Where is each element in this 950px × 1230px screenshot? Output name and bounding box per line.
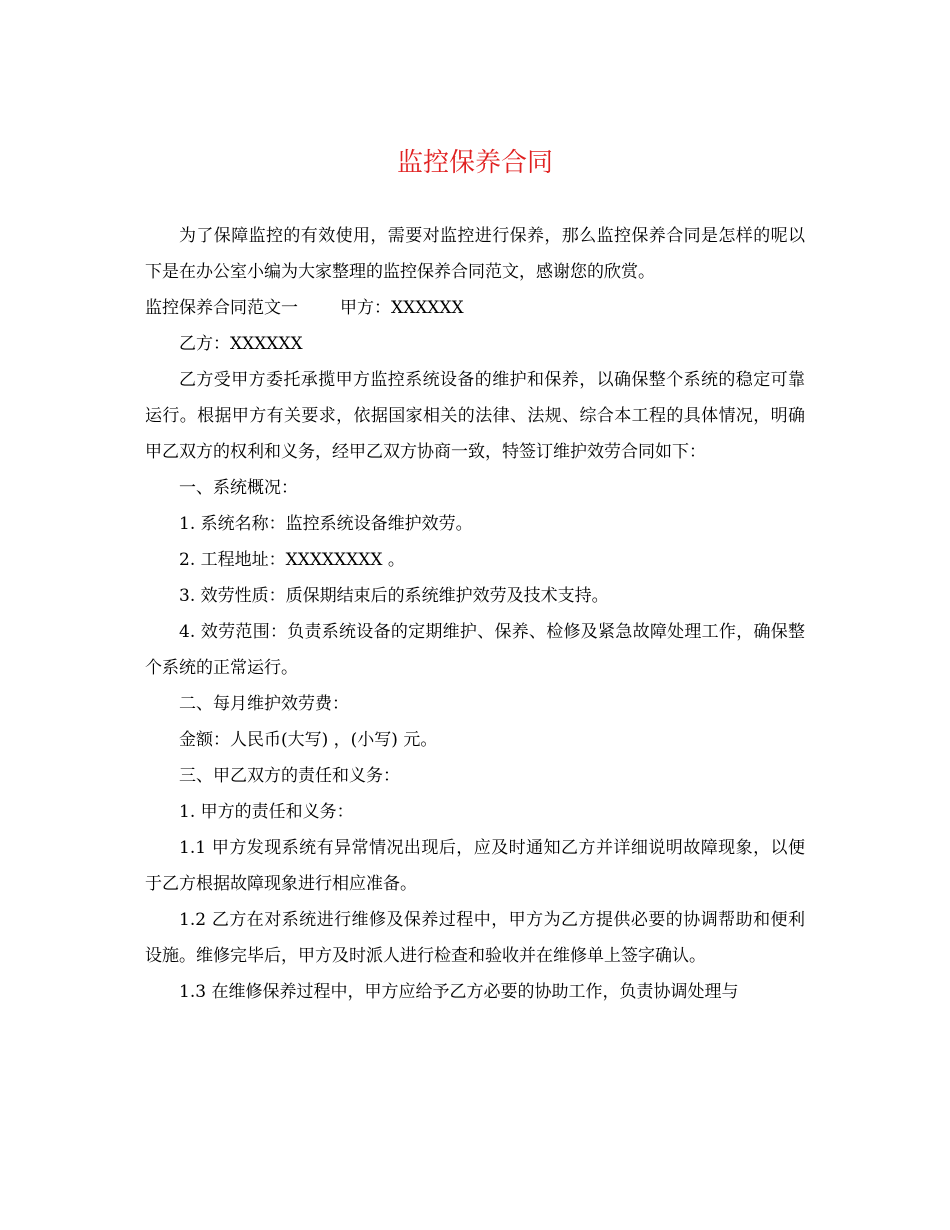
section-3-subheading-1: 1. 甲方的责任和义务： [179,802,354,822]
sample-heading: 监控保养合同范文一 [145,298,298,318]
section-3-heading: 三、甲乙双方的责任和义务： [179,766,400,786]
section-1-heading: 一、系统概况： [179,478,298,498]
section-2-heading: 二、每月维护效劳费： [179,694,349,714]
section-1-item-1: 1. 系统名称：监控系统设备维护效劳。 [179,514,473,534]
clause-1-2: 1.2 乙方在对系统进行维修及保养过程中，甲方为乙方提供必要的协调帮助和便利设施。维修完毕后，甲方及时派人进行检查和验收并在维修单上签字确认。 [145,910,805,966]
document-body [145,218,805,1010]
section-1-item-2: 2. 工程地址：XXXXXXXX 。 [179,550,405,570]
party-b: 乙方：XXXXXX [179,334,303,354]
amount-line: 金额：人民币(大写) ，(小写) 元。 [179,730,438,750]
intro-paragraph: 为了保障监控的有效使用，需要对监控进行保养，那么监控保养合同是怎样的呢以下是在办公室小编为大家整理的监控保养合同范文，感谢您的欣赏。 [145,226,805,282]
clause-1-1: 1.1 甲方发现系统有异常情况出现后，应及时通知乙方并详细说明故障现象，以便于乙方根据故障现象进行相应准备。 [145,838,805,894]
clause-1-3: 1.3 在维修保养过程中，甲方应给予乙方必要的协助工作，负责协调处理与 [179,982,739,1002]
sample-heading-line [145,290,805,326]
document-title: 监控保养合同 [396,148,553,178]
section-1-item-4: 4. 效劳范围：负责系统设备的定期维护、保养、检修及紧急故障处理工作，确保整个系统的正常运行。 [145,622,805,678]
preamble-paragraph: 乙方受甲方委托承揽甲方监控系统设备的维护和保养，以确保整个系统的稳定可靠运行。根据甲方有关要求，依据国家相关的法律、法规、综合本工程的具体情况，明确甲乙双方的权利和义务，经甲乙双方协商一致，特签订维护效劳合同如下： [145,370,805,462]
section-1-item-3: 3. 效劳性质：质保期结束后的系统维护效劳及技术支持。 [179,586,609,606]
party-a: 甲方：XXXXXX [340,298,464,318]
